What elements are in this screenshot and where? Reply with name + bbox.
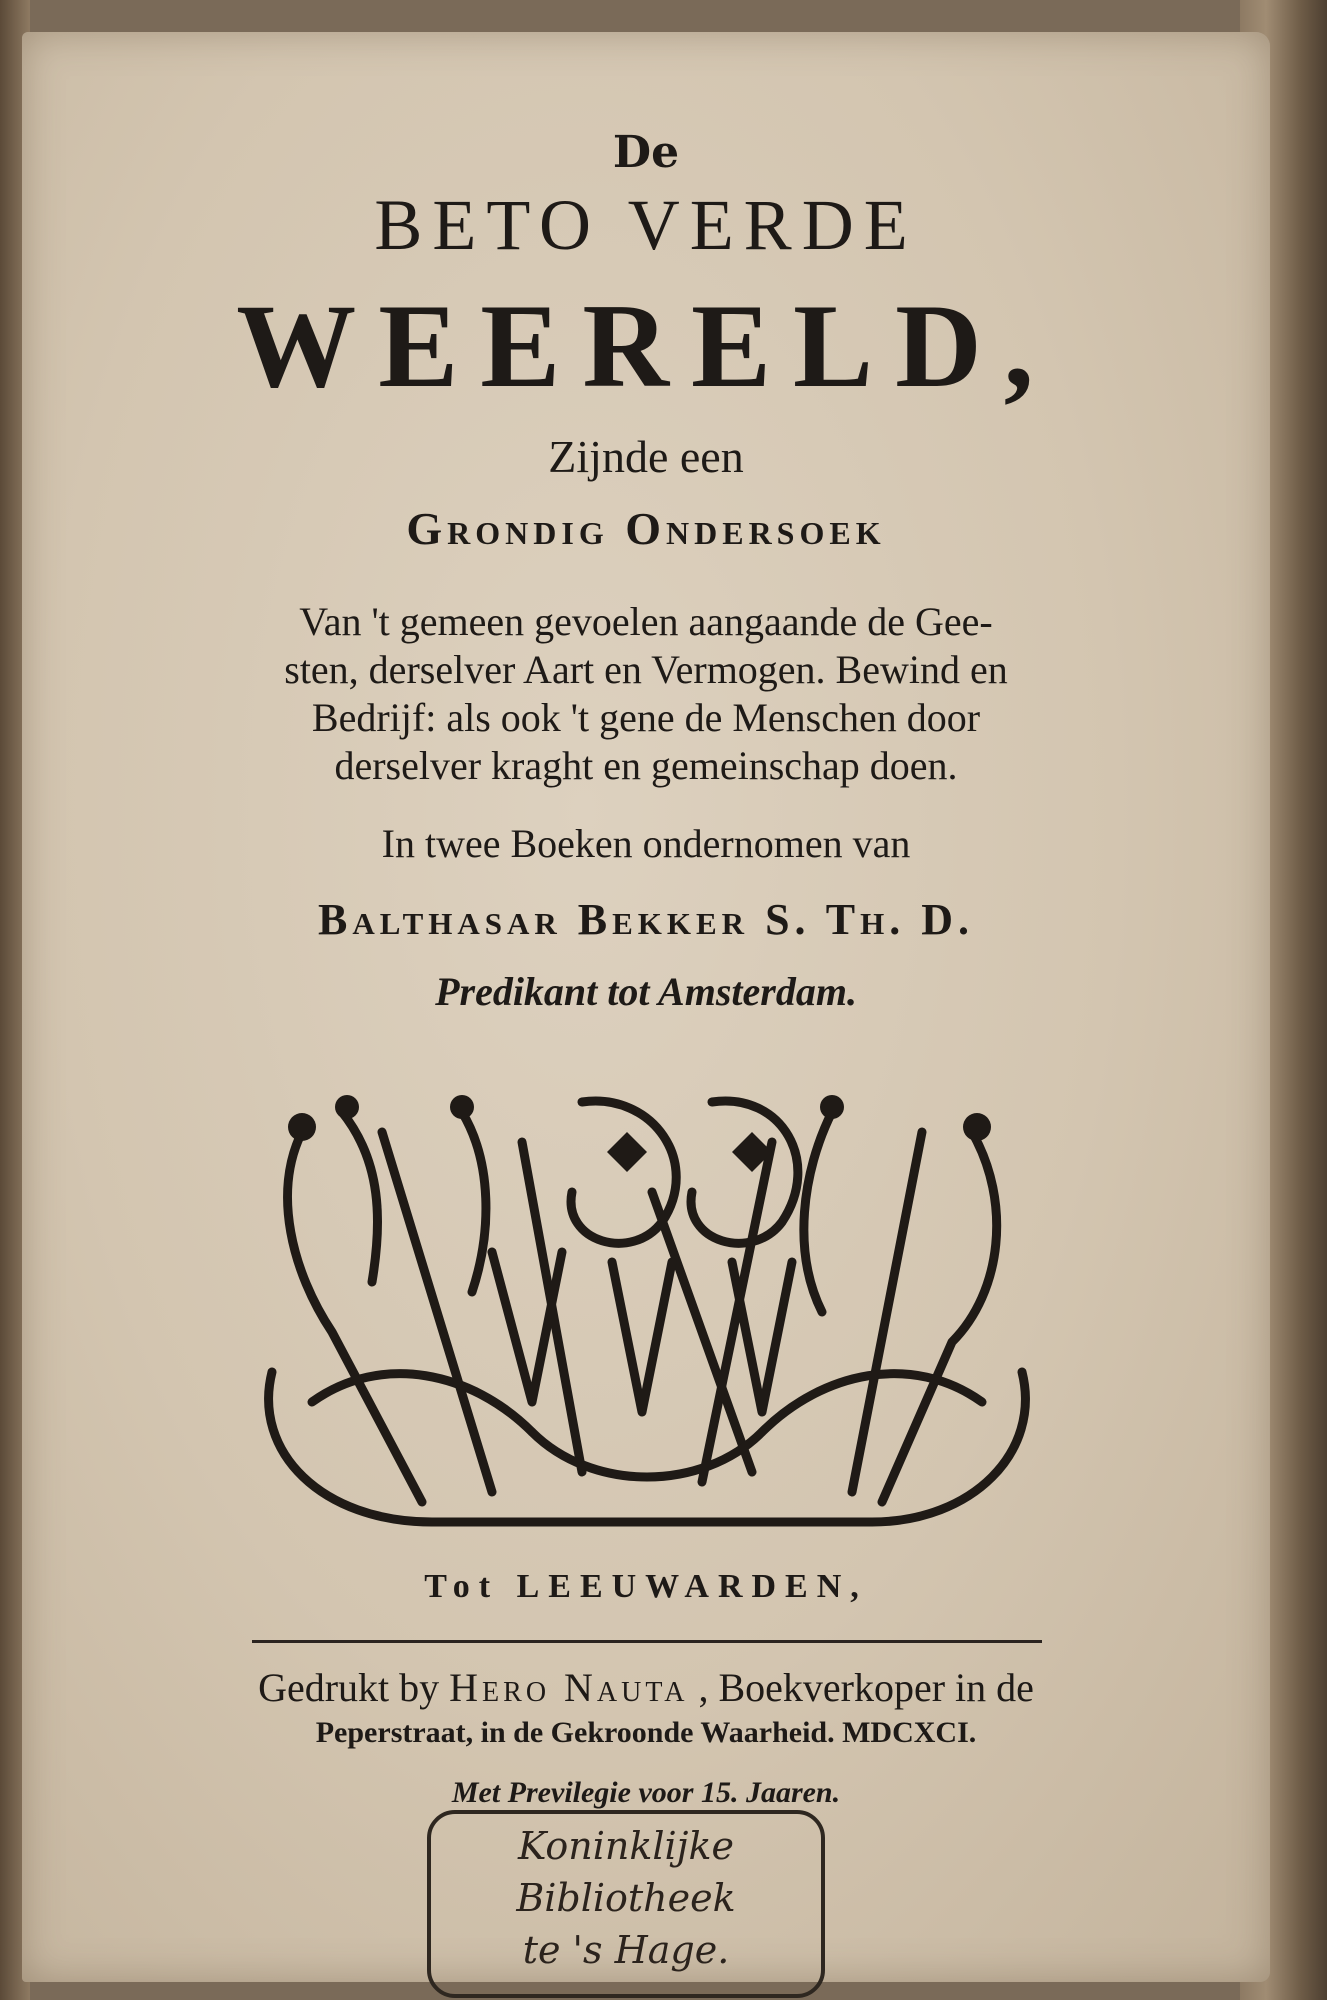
title-line-betoverde: BETO VERDE [374,185,918,265]
imprint-printer-prefix: Gedrukt by [258,1665,440,1710]
imprint-printer-name: Hero Nauta [449,1665,689,1710]
volumes-line: In twee Boeken ondernomen van [381,821,911,866]
imprint-printer-line [22,1664,1270,1711]
stamp-line-3: te 's Hage. [522,1928,730,1972]
description-line-3: Bedrijf: als ook 't gene de Menschen door [311,695,981,740]
author-role: Predikant tot Amsterdam. [435,969,857,1014]
description-line-1: Van 't gemeen gevoelen aangaande de Gee- [299,599,993,644]
imprint-rule [252,1640,1042,1643]
description-line-2: sten, derselver Aart en Vermogen. Bewind en [284,647,1008,692]
printer-monogram-ornament [232,1072,1062,1542]
description-line-4: derselver kraght en gemeinschap doen. [334,743,958,788]
imprint-address-date: Peperstraat, in de Gekroonde Waarheid. MDCXCI. [315,1716,977,1749]
title-page [22,32,1270,1982]
subtitle-grondig: Grondig Ondersoek [406,503,886,554]
subtitle-zijnde: Zijnde een [548,431,744,482]
title-line-weereld: WEERELD, [236,279,1056,412]
library-ownership-stamp [427,1810,825,1998]
imprint-printer-suffix: , Boekverkoper in de [698,1665,1034,1710]
imprint-place: Tot LEEUWARDEN, [424,1568,868,1605]
stamp-line-2: Bibliotheek [516,1876,736,1920]
imprint-privilege: Met Previlegie voor 15. Jaaren. [451,1776,841,1809]
author-name: Balthasar Bekker S. Th. D. [318,895,974,944]
stamp-line-1: Koninklijke [518,1824,734,1868]
title-article: De [612,127,680,178]
